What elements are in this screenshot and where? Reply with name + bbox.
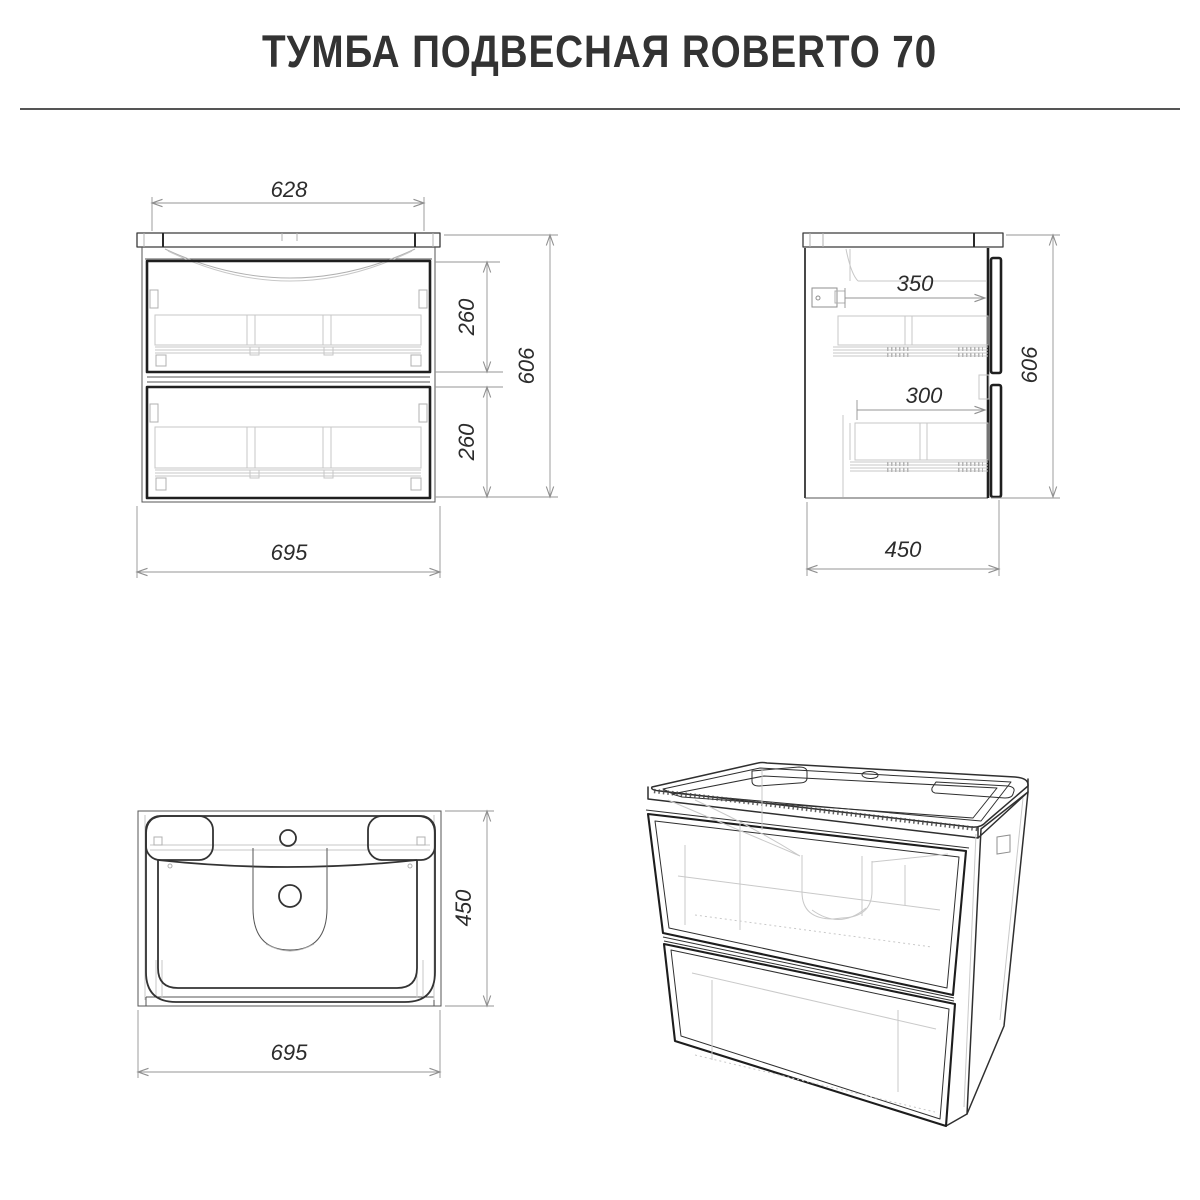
- top-faucet-hole: [280, 830, 296, 846]
- front-drawer-bottom: [147, 387, 430, 498]
- side-drawer-top-internals: [833, 249, 988, 356]
- dim-side-total-height: 606: [1017, 346, 1042, 384]
- dim-side-drawer-top-depth: 350: [896, 271, 934, 296]
- front-drawer-top-internals: [150, 290, 427, 366]
- dim-side-total-depth: 450: [884, 537, 922, 562]
- top-drain-hole: [279, 885, 301, 907]
- dim-front-drawer-top-height: 260: [454, 298, 479, 336]
- side-view: [803, 233, 1060, 576]
- side-drawer-bottom-front: [991, 385, 1001, 497]
- dim-side-drawer-bottom-depth: 300: [905, 383, 943, 408]
- dim-top-total-width: 695: [270, 1040, 308, 1065]
- top-panel-outline: [138, 811, 441, 1006]
- dim-front-total-height: 606: [514, 347, 539, 385]
- top-deck-left: [146, 816, 213, 860]
- top-bowl-slope: [253, 848, 327, 950]
- side-drawer-top-front: [991, 258, 1001, 373]
- side-drawer-bottom-internals: [843, 415, 988, 497]
- dim-top-total-depth: 450: [451, 889, 476, 927]
- page-title: ТУМБА ПОДВЕСНАЯ ROBERTO 70: [262, 26, 938, 77]
- side-dimensions: [807, 235, 1060, 576]
- persp-side-panel: [946, 792, 1028, 1126]
- persp-faucet-hole: [862, 771, 878, 779]
- front-sink-top-panel: [137, 233, 440, 247]
- dim-front-drawer-bottom-height: 260: [454, 423, 479, 461]
- top-sink-outline: [146, 816, 435, 1002]
- front-drawer-bottom-internals: [150, 404, 427, 490]
- top-basin: [158, 860, 417, 988]
- dim-front-width-top: 628: [270, 177, 308, 202]
- dim-front-total-width: 695: [270, 540, 308, 565]
- front-view: [137, 177, 558, 578]
- front-carcass: [142, 247, 435, 502]
- perspective-view: [646, 763, 1028, 1127]
- top-view: [138, 811, 494, 1078]
- persp-drawer-top: [648, 814, 966, 995]
- side-wall-bracket: [812, 288, 845, 307]
